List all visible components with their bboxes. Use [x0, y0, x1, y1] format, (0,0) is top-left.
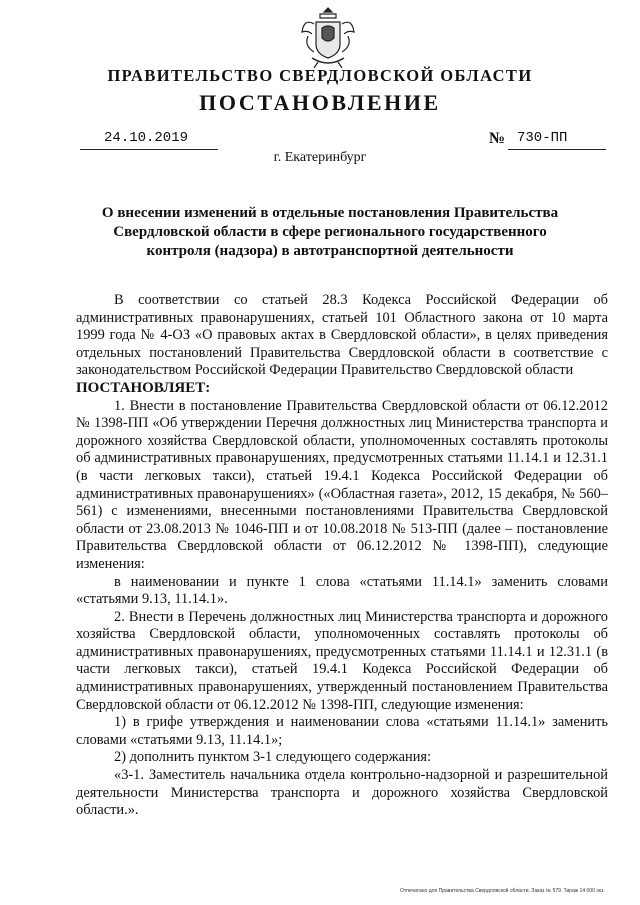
- document-number: 730-ПП: [517, 130, 568, 146]
- decree-word: ПОСТАНОВЛЯЕТ:: [76, 379, 211, 396]
- item-1-change: в наименовании и пункте 1 слова «статьями 11.14.1» заменить словами «статьями 9.13, 11.14.1».: [76, 573, 608, 608]
- item-2-quote: «3-1. Заместитель начальника отдела контрольно-надзорной и разрешительной деятельности Министерства транспорта и дорожного хозяйства Свердловской области.».: [76, 767, 608, 819]
- item-1: 1. Внести в постановление Правительства Свердловской области от 06.12.2012 № 1398-ПП «Об утверждении Перечня должностных лиц Министерства транспорта и дорожного хозяйства Свердловской области, уполномоченных составлять протоколы об административных правонарушениях, предусмотренных статьями 11.14.1 и 12.31.1 (в части легковых такси), статьей 19.4.1 Кодекса Российской Федерации об административных правонарушениях» («Областная газета», 2012, 15 декабря, № 560–561) с изменениями, внесенными постановлениями Правительства Свердловской области от 23.08.2013 № 1046-ПП и от 10.08.2018 № 513-ПП (далее – постановление Правительства Свердловской области от 06.12.2012 № 1398-ПП), следующие изменения:: [76, 397, 608, 572]
- document-title: О внесении изменений в отдельные постановления Правительства Свердловской области в сфере регионального государственного контроля (надзора) в автотранспортной деятельности: [101, 205, 559, 259]
- city: г. Екатеринбург: [273, 150, 367, 165]
- print-note: Отпечатано для Правительства Свердловской области. Заказ № 579. Тираж 14 000 экз.: [400, 888, 605, 894]
- document-date: 24.10.2019: [104, 130, 189, 146]
- intro-paragraph: В соответствии со статьей 28.3 Кодекса Российской Федерации об административных правонарушениях, статьей 101 Областного закона от 10 марта 1999 года № 4-ОЗ «О правовых актах в Свердловской области», в целях приведения отдельных постановлений Правительства Свердловской области в соответствие с законодательством Российской Федерации Правительство Свердловской области: [76, 292, 608, 379]
- coat-of-arms-icon: [300, 6, 356, 70]
- document-body: [76, 292, 608, 820]
- government-name: ПРАВИТЕЛЬСТВО СВЕРДЛОВСКОЙ ОБЛАСТИ: [107, 66, 533, 85]
- document-type: ПОСТАНОВЛЕНИЕ: [199, 90, 441, 115]
- item-2-sub-1: 1) в грифе утверждения и наименовании слова «статьями 11.14.1» заменить словами «статьями 9.13, 11.14.1»;: [76, 714, 608, 748]
- number-sign: №: [489, 130, 506, 147]
- item-2: 2. Внести в Перечень должностных лиц Министерства транспорта и дорожного хозяйства Свердловской области, уполномоченных составлять протоколы об административных правонарушениях, предусмотренных статьями 11.14.1 и 12.31.1 (в части легковых такси), статьей 19.4.1 Кодекса Российской Федерации об административных правонарушениях, утвержденный постановлением Правительства Свердловской области от 06.12.2012 № 1398-ПП, следующие изменения:: [76, 608, 608, 713]
- item-2-sub-2: 2) дополнить пунктом 3-1 следующего содержания:: [114, 749, 432, 766]
